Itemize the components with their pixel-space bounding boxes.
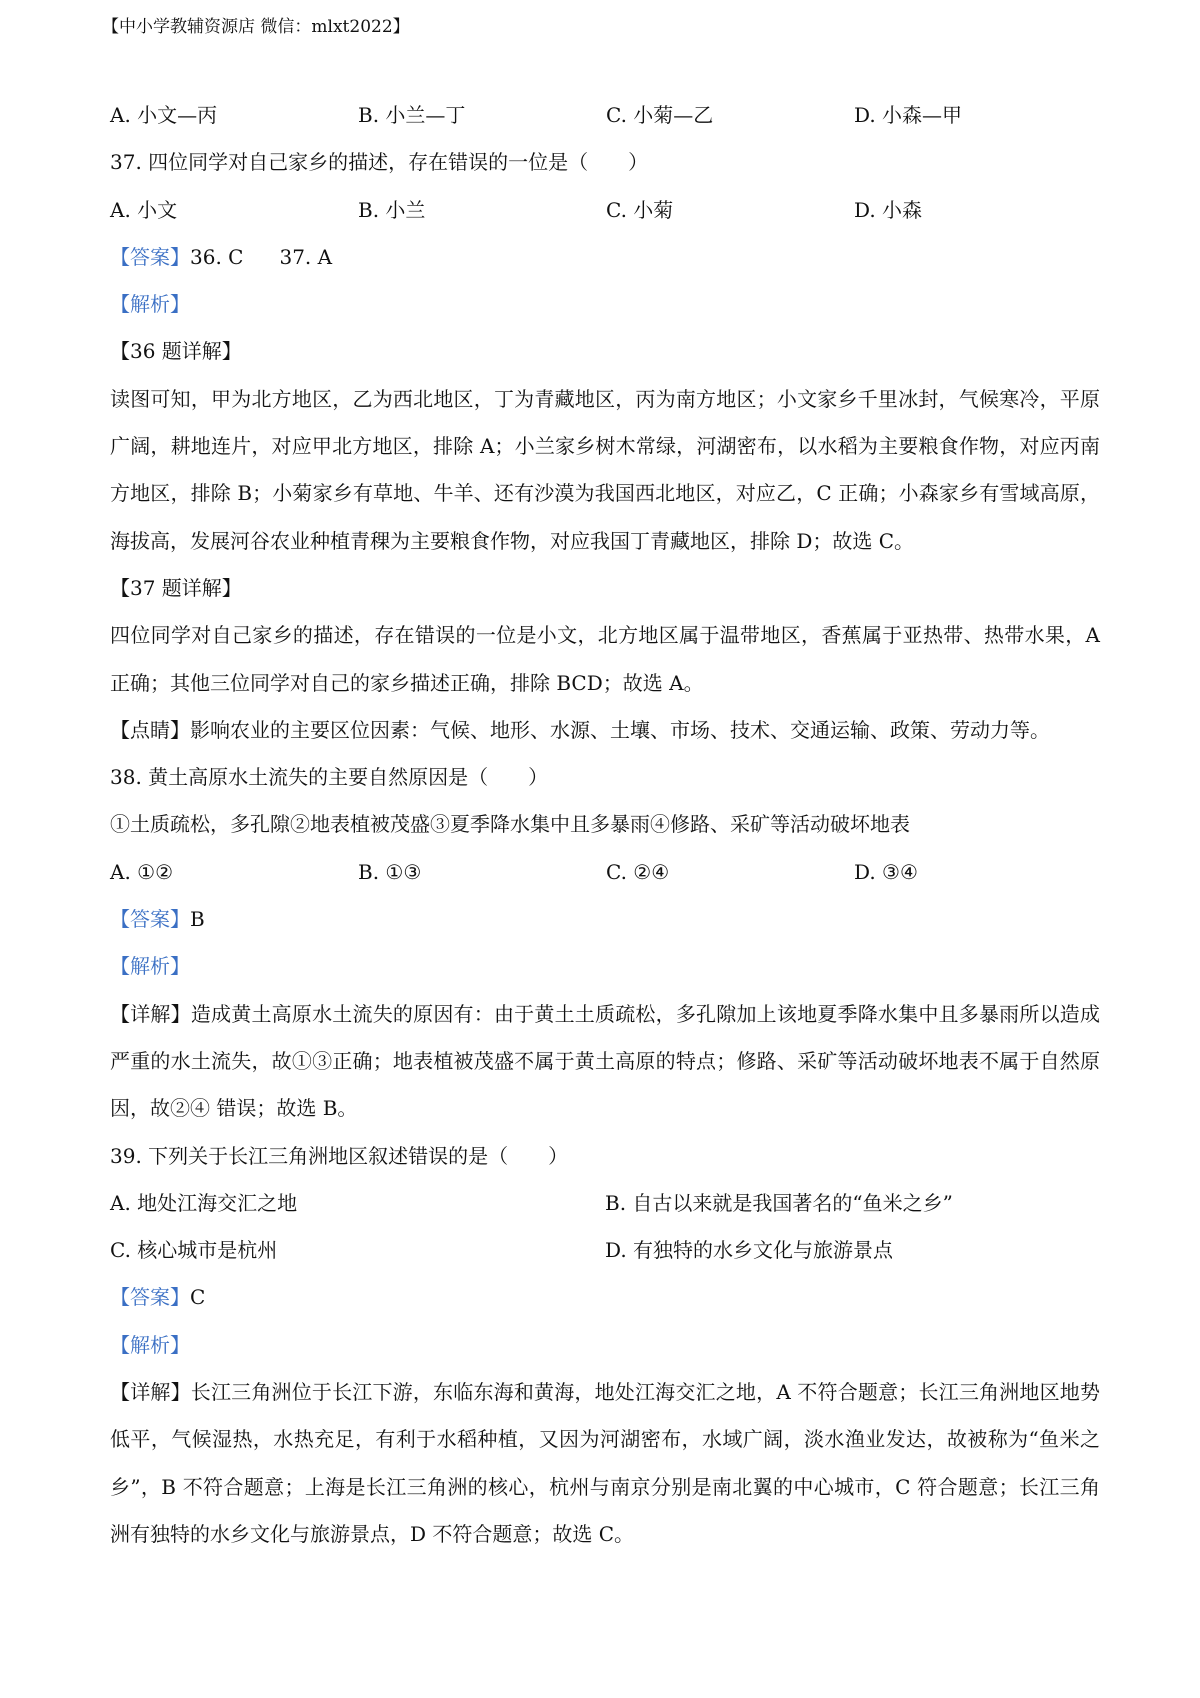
q38-answer [110, 896, 1100, 943]
q39-option-a: A. 地处江海交汇之地 [110, 1190, 298, 1215]
q37-option-b: B. 小兰 [358, 197, 426, 222]
detail-36-title: 【36 题详解】 [110, 339, 242, 364]
q38-statements: ①土质疏松，多孔隙②地表植被茂盛③夏季降水集中且多暴雨④修路、采矿等活动破坏地表 [110, 812, 910, 837]
q38-options [110, 849, 1100, 896]
answer-tag: 【答案】 [110, 907, 190, 932]
q39-question: 39. 下列关于长江三角洲地区叙述错误的是（ ） [110, 1143, 569, 1168]
q38-answer-value: B [190, 907, 205, 932]
q38-option-b: B. ①③ [358, 859, 422, 884]
detail-36-text: 读图可知，甲为北方地区，乙为西北地区，丁为青藏地区，丙为南方地区；小文家乡千里冰封，气候寒冷，平原广阔，耕地连片，对应甲北方地区，排除 A；小兰家乡树木常绿，河湖密布，以水稻为主要粮食作物，对应丙南方地区，排除 B；小菊家乡有草地、牛羊、还有沙漠为我国西北地区，对应乙，C 正确；小森家乡有雪域高原，海拔高，发展河谷农业种植青稞为主要粮食作物，对应我国丁青藏地区，排除 D；故选 C。 [110, 386, 1100, 553]
q37-question: 37. 四位同学对自己家乡的描述，存在错误的一位是（ ） [110, 150, 649, 175]
q39-answer-value: C [190, 1285, 206, 1310]
detail-37-text: 四位同学对自己家乡的描述，存在错误的一位是小文，北方地区属于温带地区，香蕉属于亚热带、热带水果，A 正确；其他三位同学对自己的家乡描述正确，排除 BCD；故选 A。 [110, 623, 1100, 695]
answer-36-37 [110, 234, 1100, 281]
q39-option-b: B. 自古以来就是我国著名的“鱼米之乡” [605, 1190, 953, 1215]
detail-37-title: 【37 题详解】 [110, 575, 242, 600]
q37-option-a: A. 小文 [110, 197, 178, 222]
q36-option-d: D. 小森—甲 [854, 103, 963, 127]
analysis-tag: 【解析】 [110, 1332, 190, 1357]
q37-option-d: D. 小森 [854, 197, 923, 222]
answer-tag: 【答案】 [110, 1285, 190, 1310]
q36-option-a: A. 小文—丙 [110, 103, 218, 127]
q38-option-d: D. ③④ [854, 859, 918, 884]
q38-option-a: A. ①② [110, 859, 174, 884]
q37-option-c: C. 小菊 [606, 197, 674, 222]
tip-text: 【点睛】影响农业的主要区位因素：气候、地形、水源、土壤、市场、技术、交通运输、政策、劳动力等。 [110, 717, 1050, 742]
q37-options [110, 187, 1100, 234]
answer-37: 37. A [279, 244, 333, 269]
q36-option-b: B. 小兰—丁 [358, 103, 466, 127]
q39-answer [110, 1274, 1100, 1321]
q38-detail: 【详解】造成黄土高原水土流失的原因有：由于黄土土质疏松，多孔隙加上该地夏季降水集中且多暴雨所以造成严重的水土流失，故①③正确；地表植被茂盛不属于黄土高原的特点；修路、采矿等活动破坏地表不属于自然原因，故②④ 错误；故选 B。 [110, 1001, 1100, 1121]
q39-detail: 【详解】长江三角洲位于长江下游，东临东海和黄海，地处江海交汇之地，A 不符合题意；长江三角洲地区地势低平，气候湿热，水热充足，有利于水稻种植，又因为河湖密布，水域广阔，淡水渔业发达，故被称为“鱼米之乡”，B 不符合题意；上海是长江三角洲的核心，杭州与南京分别是南北翼的中心城市，C 符合题意；长江三角洲有独特的水乡文化与旅游景点，D 不符合题意；故选 C。 [110, 1380, 1100, 1546]
q38-question: 38. 黄土高原水土流失的主要自然原因是（ ） [110, 765, 549, 790]
answer-tag: 【答案】 [110, 244, 190, 269]
q36-option-c: C. 小菊—乙 [606, 103, 714, 127]
document-body [110, 92, 1100, 1558]
answer-36: 36. C [190, 244, 244, 269]
page-header: 【中小学教辅资源店 微信：mlxt2022】 [102, 17, 410, 37]
q39-option-d: D. 有独特的水乡文化与旅游景点 [605, 1238, 894, 1263]
q39-option-c: C. 核心城市是杭州 [110, 1238, 278, 1263]
q36-options [110, 92, 1100, 139]
analysis-tag: 【解析】 [110, 954, 190, 979]
analysis-tag: 【解析】 [110, 292, 190, 317]
q39-options-row1 [110, 1180, 1100, 1227]
q39-options-row2 [110, 1227, 1100, 1274]
q38-option-c: C. ②④ [606, 859, 670, 884]
